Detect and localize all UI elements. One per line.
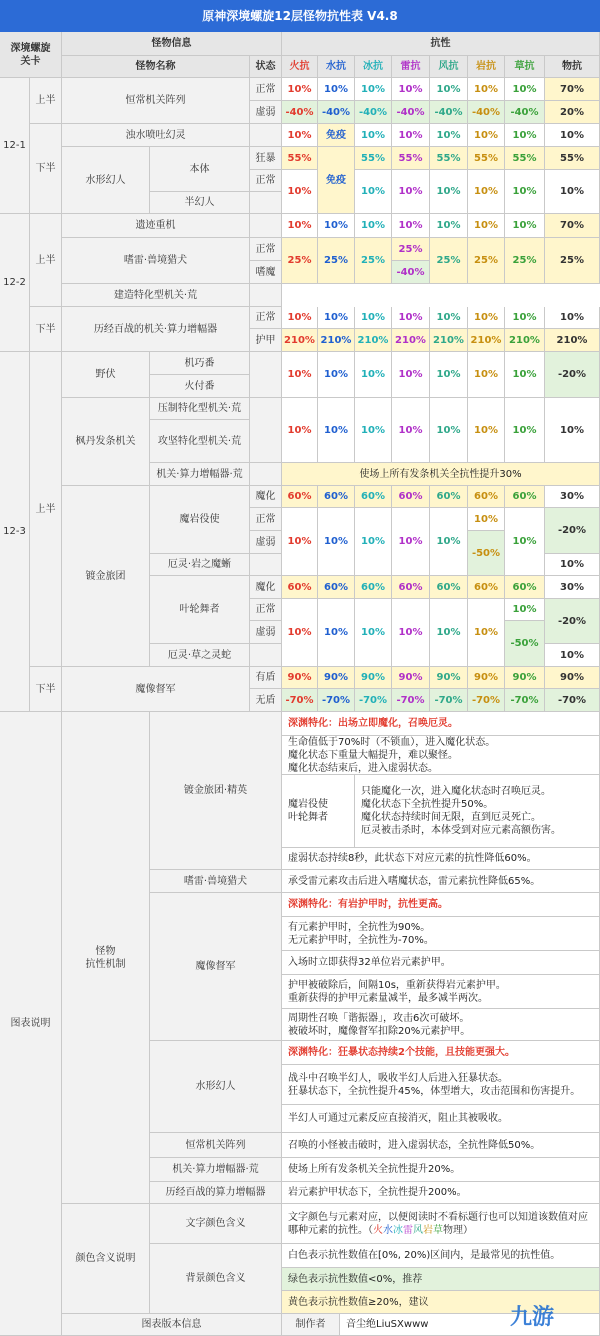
resistance-value: 10% bbox=[392, 214, 430, 238]
resistance-value: 10% bbox=[355, 307, 392, 329]
mech-mimic-label: 水形幻人 bbox=[150, 1041, 282, 1133]
resistance-value: 30% bbox=[545, 576, 600, 599]
half-label: 下半 bbox=[30, 307, 62, 352]
mech-text: 生命值低于70%时（不锁血），进入魔化状态。 魔化状态下重量大幅提升，难以聚怪。 魔化状态结束后，进入虚弱状态。 bbox=[282, 736, 600, 775]
resistance-value: 25% bbox=[468, 238, 505, 284]
header-element-6: 草抗 bbox=[505, 56, 545, 78]
bg-white-desc: 白色表示抗性数值在[0%, 20%)区间内，是最常见的抗性值。 bbox=[282, 1244, 600, 1268]
resistance-value: -20% bbox=[545, 508, 600, 554]
resistance-value: 60% bbox=[355, 486, 392, 508]
resistance-value: -40% bbox=[282, 101, 318, 124]
resistance-value: 90% bbox=[282, 667, 318, 689]
state-label bbox=[250, 214, 282, 238]
state-label: 魔化 bbox=[250, 486, 282, 508]
element-color-sample: 风 bbox=[413, 1224, 423, 1236]
resistance-value: -70% bbox=[545, 689, 600, 712]
resistance-value: 10% bbox=[318, 307, 355, 329]
header-element-2: 冰抗 bbox=[355, 56, 392, 78]
resistance-value: 10% bbox=[318, 214, 355, 238]
resistance-value: 210% bbox=[318, 329, 355, 352]
resistance-value: 60% bbox=[430, 576, 468, 599]
resistance-value: 10% bbox=[392, 398, 430, 463]
resistance-value: 10% bbox=[318, 508, 355, 576]
element-color-sample: 物理 bbox=[443, 1224, 463, 1236]
resistance-value: 10% bbox=[545, 124, 600, 147]
monster-subname: 厄灵·岩之魔蜥 bbox=[150, 554, 250, 576]
monster-name: 水形幻人 bbox=[62, 147, 150, 214]
resistance-value: 10% bbox=[505, 352, 545, 398]
resistance-value: 25% bbox=[282, 238, 318, 284]
monster-subname: 魔岩役使 bbox=[150, 486, 250, 554]
colors-section-label: 颜色含义说明 bbox=[62, 1204, 150, 1314]
resistance-value: -40% bbox=[392, 101, 430, 124]
resistance-value: 60% bbox=[282, 576, 318, 599]
half-label: 下半 bbox=[30, 124, 62, 214]
resistance-value: 55% bbox=[468, 147, 505, 170]
resistance-value: 60% bbox=[505, 486, 545, 508]
mech-text: 深渊特化：出场立即魔化，召唤厄灵。 bbox=[282, 712, 600, 736]
mech-text: 虚弱状态持续8秒，此状态下对应元素的抗性降低60%。 bbox=[282, 848, 600, 870]
resistance-value: 10% bbox=[355, 170, 392, 214]
resistance-value: 55% bbox=[505, 147, 545, 170]
resistance-value: 10% bbox=[468, 508, 505, 531]
resistance-value: 210% bbox=[505, 329, 545, 352]
state-label: 正常 bbox=[250, 170, 282, 192]
resistance-value: 10% bbox=[430, 170, 468, 214]
resistance-value: 10% bbox=[282, 599, 318, 667]
resistance-value: 10% bbox=[430, 124, 468, 147]
mech-text: 深渊特化：有岩护甲时，抗性更高。 bbox=[282, 893, 600, 917]
resistance-value: 10% bbox=[468, 124, 505, 147]
element-color-sample: 火 bbox=[373, 1224, 383, 1236]
half-label: 上半 bbox=[30, 352, 62, 667]
resistance-value: 10% bbox=[392, 78, 430, 101]
text-color-desc bbox=[282, 1204, 600, 1244]
element-color-sample: 雷 bbox=[403, 1224, 413, 1236]
resistance-value: 210% bbox=[355, 329, 392, 352]
resistance-value: 10% bbox=[505, 170, 545, 214]
version-info-label: 图表版本信息 bbox=[62, 1314, 282, 1336]
resistance-value: 10% bbox=[505, 124, 545, 147]
resistance-value: -40% bbox=[505, 101, 545, 124]
resistance-value: 10% bbox=[392, 599, 430, 667]
monster-name: 建造特化型机关·荒 bbox=[62, 284, 250, 307]
resistance-value: 60% bbox=[282, 486, 318, 508]
resistance-value: 10% bbox=[355, 78, 392, 101]
resistance-value: -40% bbox=[318, 101, 355, 124]
mech-text: 周期性召唤「谐振器」，攻击6次可破坏。 被破坏时，魔像督军扣除20%元素护甲。 bbox=[282, 1009, 600, 1041]
state-label bbox=[250, 352, 282, 398]
resistance-value: 10% bbox=[355, 398, 392, 463]
clockwork-buff-note: 使场上所有发条机关全抗性提升30% bbox=[282, 463, 600, 486]
mech-array-label: 恒常机关阵列 bbox=[150, 1133, 282, 1158]
text-color-desc-end: ） bbox=[463, 1224, 473, 1236]
resistance-value: 60% bbox=[318, 576, 355, 599]
resistance-value: 10% bbox=[468, 170, 505, 214]
resistance-value: 10% bbox=[430, 214, 468, 238]
resistance-value: 25% bbox=[430, 238, 468, 284]
monster-name: 浊水喷吐幻灵 bbox=[62, 124, 250, 147]
resistance-value: 60% bbox=[468, 576, 505, 599]
maker-label: 制作者 bbox=[282, 1314, 340, 1336]
mech-text: 召唤的小怪被击破时，进入虚弱状态，全抗性降低50%。 bbox=[282, 1133, 600, 1158]
monster-name: 野伏 bbox=[62, 352, 150, 398]
resistance-value: 10% bbox=[392, 124, 430, 147]
resistance-value: 55% bbox=[430, 147, 468, 170]
legend-section-label: 图表说明 bbox=[0, 712, 62, 1336]
state-label: 狂暴 bbox=[250, 147, 282, 170]
monster-name: 魔像督军 bbox=[62, 667, 250, 712]
resistance-value: 10% bbox=[282, 307, 318, 329]
monster-subname: 本体 bbox=[150, 147, 250, 192]
monster-name: 枫丹发条机关 bbox=[62, 398, 150, 486]
resistance-value: 60% bbox=[355, 576, 392, 599]
resistance-value: -70% bbox=[468, 689, 505, 712]
resistance-value: -40% bbox=[392, 261, 430, 284]
state-label: 嗜魔 bbox=[250, 261, 282, 284]
state-label: 无盾 bbox=[250, 689, 282, 712]
resistance-value: 90% bbox=[355, 667, 392, 689]
monster-subname: 厄灵·草之灵蛇 bbox=[150, 644, 250, 667]
resistance-value: 10% bbox=[505, 599, 545, 621]
resistance-value: 90% bbox=[430, 667, 468, 689]
resistance-value: 55% bbox=[355, 147, 392, 170]
resistance-value: 25% bbox=[318, 238, 355, 284]
resistance-value: 10% bbox=[545, 170, 600, 214]
floor-label: 12-1 bbox=[0, 78, 30, 214]
resistance-value: 210% bbox=[545, 329, 600, 352]
half-label: 下半 bbox=[30, 667, 62, 712]
resistance-value: -20% bbox=[545, 599, 600, 644]
resistance-value: 10% bbox=[282, 124, 318, 147]
resistance-value: -50% bbox=[505, 621, 545, 667]
monster-subname: 火付番 bbox=[150, 375, 250, 398]
mech-golem-label: 魔像督军 bbox=[150, 893, 282, 1041]
resistance-value: 20% bbox=[545, 101, 600, 124]
resistance-value: 免疫 bbox=[318, 124, 355, 147]
header-state: 状态 bbox=[250, 56, 282, 78]
maker-name: 音尘绝LiuSXwww bbox=[340, 1314, 600, 1336]
resistance-value: 90% bbox=[392, 667, 430, 689]
resistance-value: 55% bbox=[545, 147, 600, 170]
resistance-value: 10% bbox=[505, 78, 545, 101]
header-chamber: 深境螺旋 关卡 bbox=[0, 32, 62, 78]
resistance-value: 25% bbox=[392, 238, 430, 261]
header-element-1: 水抗 bbox=[318, 56, 355, 78]
resistance-value: 90% bbox=[505, 667, 545, 689]
state-label: 正常 bbox=[250, 307, 282, 329]
resistance-value: 10% bbox=[545, 554, 600, 576]
watermark-logo: 九游 bbox=[510, 1305, 555, 1330]
state-label bbox=[250, 554, 282, 576]
floor-label: 12-2 bbox=[0, 214, 30, 352]
resistance-value: 10% bbox=[468, 214, 505, 238]
resistance-value: -20% bbox=[545, 352, 600, 398]
state-label: 正常 bbox=[250, 78, 282, 101]
monster-name: 恒常机关阵列 bbox=[62, 78, 250, 124]
monster-name: 镀金旅团 bbox=[62, 486, 150, 667]
mech-text: 入场时立即获得32单位岩元素护甲。 bbox=[282, 951, 600, 975]
resistance-value: 10% bbox=[468, 78, 505, 101]
bg-yellow-desc: 黄色表示抗性数值≥20%，建议 bbox=[282, 1291, 600, 1314]
mech-text: 深渊特化：狂暴状态持续2个技能，且技能更强大。 bbox=[282, 1041, 600, 1065]
resistance-value: 60% bbox=[318, 486, 355, 508]
half-label: 上半 bbox=[30, 214, 62, 307]
mech-gilded-label: 镀金旅团·精英 bbox=[150, 712, 282, 870]
mech-text: 使场上所有发条机关全抗性提升20%。 bbox=[282, 1158, 600, 1182]
mech-text: 承受雷元素攻击后进入嗜魔状态，雷元素抗性降低65%。 bbox=[282, 870, 600, 893]
mech-text: 有元素护甲时，全抗性为90%。 无元素护甲时，全抗性为-70%。 bbox=[282, 917, 600, 951]
resistance-value: 210% bbox=[430, 329, 468, 352]
element-color-sample: 岩 bbox=[423, 1224, 433, 1236]
monster-subname: 叶轮舞者 bbox=[150, 576, 250, 644]
resistance-value: 10% bbox=[505, 508, 545, 576]
resistance-value: 10% bbox=[282, 170, 318, 214]
resistance-value: 210% bbox=[282, 329, 318, 352]
resistance-value: 60% bbox=[392, 486, 430, 508]
header-element-7: 物抗 bbox=[545, 56, 600, 78]
resistance-value: 10% bbox=[318, 599, 355, 667]
element-color-sample: 水 bbox=[383, 1224, 393, 1236]
header-element-0: 火抗 bbox=[282, 56, 318, 78]
resistance-value: 25% bbox=[355, 238, 392, 284]
text-color-desc-main: 文字颜色与元素对应，以便阅读时不看标题行也可以知道该数值对应哪种元素的抗性。（ bbox=[288, 1211, 588, 1236]
resistance-value: 10% bbox=[355, 599, 392, 667]
monster-name: 历经百战的机关·算力增幅器 bbox=[62, 307, 250, 352]
header-monster-info: 怪物信息 bbox=[62, 32, 282, 56]
resistance-value: 25% bbox=[505, 238, 545, 284]
state-label: 魔化 bbox=[250, 576, 282, 599]
state-label: 虚弱 bbox=[250, 101, 282, 124]
monster-subname: 攻坚特化型机关·荒 bbox=[150, 420, 250, 463]
header-resistance: 抗性 bbox=[282, 32, 600, 56]
resistance-value: 60% bbox=[505, 576, 545, 599]
resistance-value: 70% bbox=[545, 214, 600, 238]
resistance-value: 10% bbox=[505, 214, 545, 238]
mech-text: 岩元素护甲状态下，全抗性提升200%。 bbox=[282, 1182, 600, 1204]
resistance-value: 10% bbox=[468, 352, 505, 398]
state-label bbox=[250, 192, 282, 214]
bg-green-desc: 绿色表示抗性数值<0%，推荐 bbox=[282, 1268, 600, 1291]
resistance-value: 10% bbox=[318, 78, 355, 101]
resistance-value: 60% bbox=[430, 486, 468, 508]
state-label bbox=[250, 124, 282, 147]
resistance-value: 10% bbox=[430, 398, 468, 463]
resistance-value: -70% bbox=[355, 689, 392, 712]
resistance-value: 90% bbox=[545, 667, 600, 689]
resistance-value: -70% bbox=[392, 689, 430, 712]
resistance-value: 10% bbox=[468, 307, 505, 329]
resistance-value: 90% bbox=[468, 667, 505, 689]
state-label bbox=[250, 284, 282, 307]
resistance-value: 70% bbox=[545, 78, 600, 101]
resistance-value: 25% bbox=[545, 238, 600, 284]
resistance-value: -70% bbox=[318, 689, 355, 712]
resistance-value: 10% bbox=[430, 599, 468, 667]
resistance-value: 10% bbox=[355, 214, 392, 238]
resistance-value: 10% bbox=[545, 398, 600, 463]
resistance-value: 10% bbox=[468, 398, 505, 463]
floor-label: 12-3 bbox=[0, 352, 30, 712]
resistance-value: 210% bbox=[392, 329, 430, 352]
resistance-value: 10% bbox=[355, 352, 392, 398]
resistance-value: 10% bbox=[505, 398, 545, 463]
resistance-value: 10% bbox=[318, 398, 355, 463]
mech-veteran-label: 历经百战的算力增幅器 bbox=[150, 1182, 282, 1204]
resistance-value: 10% bbox=[505, 307, 545, 329]
resistance-value: -50% bbox=[468, 531, 505, 576]
mech-amp-label: 机关·算力增幅器·荒 bbox=[150, 1158, 282, 1182]
mech-text: 只能魔化一次，进入魔化状态时召唤厄灵。 魔化状态下全抗性提升50%。 魔化状态持续时间无限，直到厄灵死亡。 厄灵被击杀时，本体受到对应元素高额伤害。 bbox=[355, 775, 600, 848]
resistance-value: 10% bbox=[282, 78, 318, 101]
state-label: 正常 bbox=[250, 599, 282, 621]
monster-subname: 压制特化型机关·荒 bbox=[150, 398, 250, 420]
resistance-value: 10% bbox=[430, 78, 468, 101]
resistance-value: -70% bbox=[505, 689, 545, 712]
monster-name: 嗜雷·兽境猎犬 bbox=[62, 238, 250, 284]
monster-subname: 机巧番 bbox=[150, 352, 250, 375]
resistance-value: 10% bbox=[430, 352, 468, 398]
resistance-value: 10% bbox=[392, 352, 430, 398]
state-label: 有盾 bbox=[250, 667, 282, 689]
element-color-sample: 冰 bbox=[393, 1224, 403, 1236]
mech-text: 战斗中召唤半幻人，吸收半幻人后进入狂暴状态。 狂暴状态下，全抗性提升45%，体型增大，攻击范围和伤害提升。 bbox=[282, 1065, 600, 1105]
resistance-value: 55% bbox=[282, 147, 318, 170]
state-label bbox=[250, 398, 282, 463]
resistance-value: 10% bbox=[355, 124, 392, 147]
mech-text: 护甲被破除后，间隔10s，重新获得岩元素护甲。 重新获得的护甲元素量减半，最多减半两次。 bbox=[282, 975, 600, 1009]
resistance-value: 30% bbox=[545, 486, 600, 508]
resistance-value: 免疫 bbox=[318, 147, 355, 214]
element-color-sample: 草 bbox=[433, 1224, 443, 1236]
monster-subname: 机关·算力增幅器·荒 bbox=[150, 463, 250, 486]
resistance-value: 10% bbox=[545, 307, 600, 329]
state-label: 正常 bbox=[250, 508, 282, 531]
header-element-5: 岩抗 bbox=[468, 56, 505, 78]
resistance-value: -40% bbox=[468, 101, 505, 124]
resistance-value: -70% bbox=[282, 689, 318, 712]
header-element-4: 风抗 bbox=[430, 56, 468, 78]
resistance-value: -70% bbox=[430, 689, 468, 712]
mechanics-label: 怪物 抗性机制 bbox=[62, 712, 150, 1204]
page-title: 原神深境螺旋12层怪物抗性表 V4.8 bbox=[0, 0, 600, 32]
resistance-value: 10% bbox=[545, 644, 600, 667]
resistance-value: 10% bbox=[430, 508, 468, 576]
mech-sub-label: 魔岩役使 叶轮舞者 bbox=[282, 775, 355, 848]
state-label bbox=[250, 644, 282, 667]
resistance-value: 60% bbox=[468, 486, 505, 508]
resistance-value: 60% bbox=[392, 576, 430, 599]
resistance-value: 10% bbox=[282, 214, 318, 238]
monster-subname: 半幻人 bbox=[150, 192, 250, 214]
monster-name: 遗迹重机 bbox=[62, 214, 250, 238]
resistance-value: 10% bbox=[468, 599, 505, 667]
resistance-table bbox=[0, 32, 600, 1336]
resistance-value: 10% bbox=[392, 307, 430, 329]
resistance-value: 10% bbox=[282, 508, 318, 576]
resistance-value: 55% bbox=[392, 147, 430, 170]
resistance-value: 210% bbox=[468, 329, 505, 352]
mech-hound-label: 嗜雷·兽境猎犬 bbox=[150, 870, 282, 893]
text-color-label: 文字颜色含义 bbox=[150, 1204, 282, 1244]
half-label: 上半 bbox=[30, 78, 62, 124]
resistance-value: 10% bbox=[392, 170, 430, 214]
resistance-value: 10% bbox=[318, 352, 355, 398]
mech-text: 半幻人可通过元素反应直接消灭，阻止其被吸收。 bbox=[282, 1105, 600, 1133]
state-label: 正常 bbox=[250, 238, 282, 261]
bg-color-label: 背景颜色含义 bbox=[150, 1244, 282, 1314]
state-label: 护甲 bbox=[250, 329, 282, 352]
header-element-3: 雷抗 bbox=[392, 56, 430, 78]
resistance-value: 10% bbox=[355, 508, 392, 576]
resistance-value: -40% bbox=[430, 101, 468, 124]
resistance-value: -40% bbox=[355, 101, 392, 124]
resistance-value: 10% bbox=[430, 307, 468, 329]
resistance-value: 10% bbox=[392, 508, 430, 576]
header-monster-name: 怪物名称 bbox=[62, 56, 250, 78]
state-label bbox=[250, 463, 282, 486]
state-label: 虚弱 bbox=[250, 621, 282, 644]
resistance-value: 10% bbox=[282, 352, 318, 398]
resistance-value: 10% bbox=[282, 398, 318, 463]
state-label: 虚弱 bbox=[250, 531, 282, 554]
resistance-value: 90% bbox=[318, 667, 355, 689]
